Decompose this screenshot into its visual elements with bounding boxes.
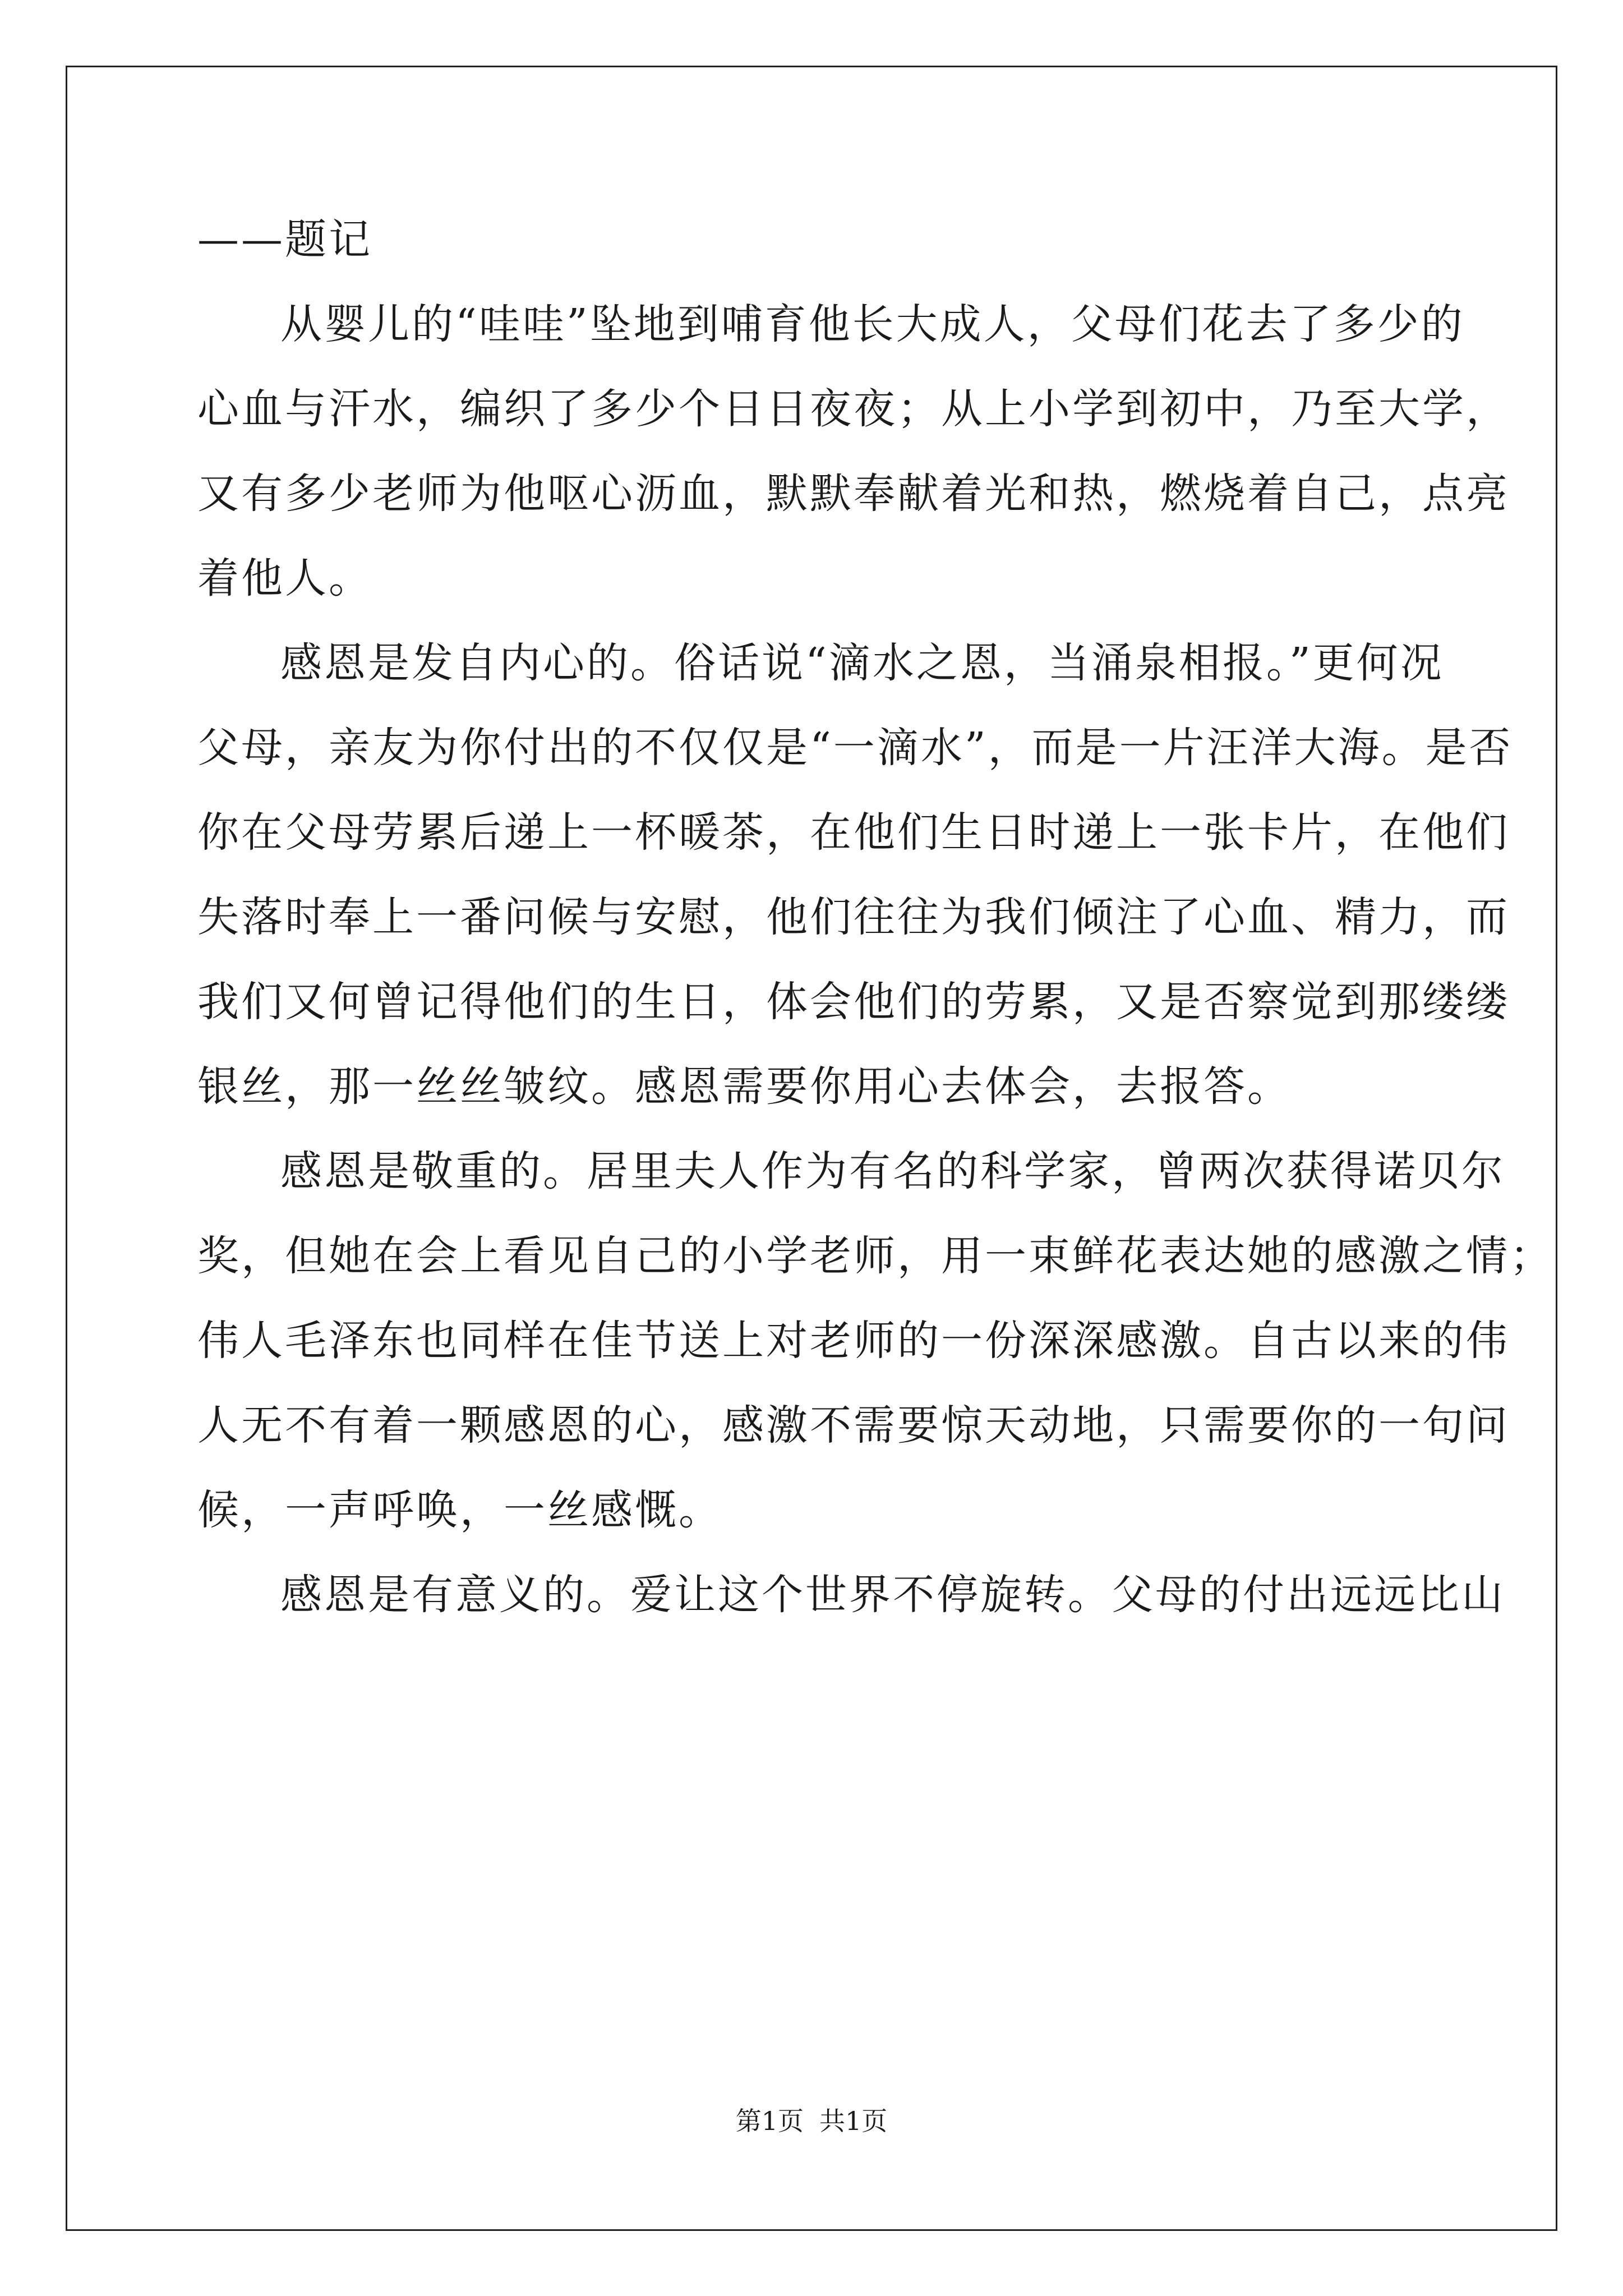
paragraph-line: 人无不有着一颗感恩的心，感激不需要惊天动地，只需要你的一句问 — [197, 1401, 1510, 1450]
paragraph-line: 失落时奉上一番问候与安慰，他们往往为我们倾注了心血、精力，而 — [197, 893, 1510, 941]
paragraph-line: 感恩是发自内心的。俗话说“滴水之恩，当涌泉相报。”更何况 — [280, 639, 1444, 687]
paragraph-line: 银丝，那一丝丝皱纹。感恩需要你用心去体会，去报答。 — [197, 1062, 1291, 1111]
paragraph-2 — [197, 639, 1513, 1151]
paragraph-line: 心血与汗水，编织了多少个日日夜夜；从上小学到初中，乃至大学， — [197, 385, 1510, 433]
page-number: 第1页 — [735, 2106, 804, 2136]
document-body — [197, 215, 1553, 1659]
epigraph-attribution: ——题记 — [197, 215, 372, 264]
paragraph-line: 奖，但她在会上看见自己的小学老师，用一束鲜花表达她的感激之情； — [197, 1232, 1553, 1280]
paragraph-line: 从婴儿的“哇哇”坠地到哺育他长大成人，父母们花去了多少的 — [280, 300, 1465, 348]
paragraph-line: 你在父母劳累后递上一杯暖茶，在他们生日时递上一张卡片，在他们 — [197, 808, 1510, 857]
paragraph-1 — [197, 300, 1510, 642]
paragraph-line: 候，一声呼唤，一丝感慨。 — [197, 1486, 722, 1534]
paragraph-line: 又有多少老师为他呕心沥血，默默奉献着光和热，燃烧着自己，点亮 — [197, 470, 1510, 518]
paragraph-4 — [197, 1571, 1505, 1659]
page-footer — [0, 2108, 1623, 2134]
paragraph-line: 感恩是有意义的。爱让这个世界不停旋转。父母的付出远远比山 — [280, 1571, 1505, 1619]
paragraph-3 — [197, 1147, 1553, 1574]
paragraph-line: 父母，亲友为你付出的不仅仅是“一滴水”，而是一片汪洋大海。是否 — [197, 724, 1513, 772]
paragraph-line: 着他人。 — [197, 554, 372, 602]
page-total: 共1页 — [819, 2106, 888, 2136]
paragraph-line: 感恩是敬重的。居里夫人作为有名的科学家，曾两次获得诺贝尔 — [280, 1147, 1505, 1195]
paragraph-line: 伟人毛泽东也同样在佳节送上对老师的一份深深感激。自古以来的伟 — [197, 1317, 1510, 1365]
paragraph-line: 我们又何曾记得他们的生日，体会他们的劳累，又是否察觉到那缕缕 — [197, 978, 1510, 1026]
